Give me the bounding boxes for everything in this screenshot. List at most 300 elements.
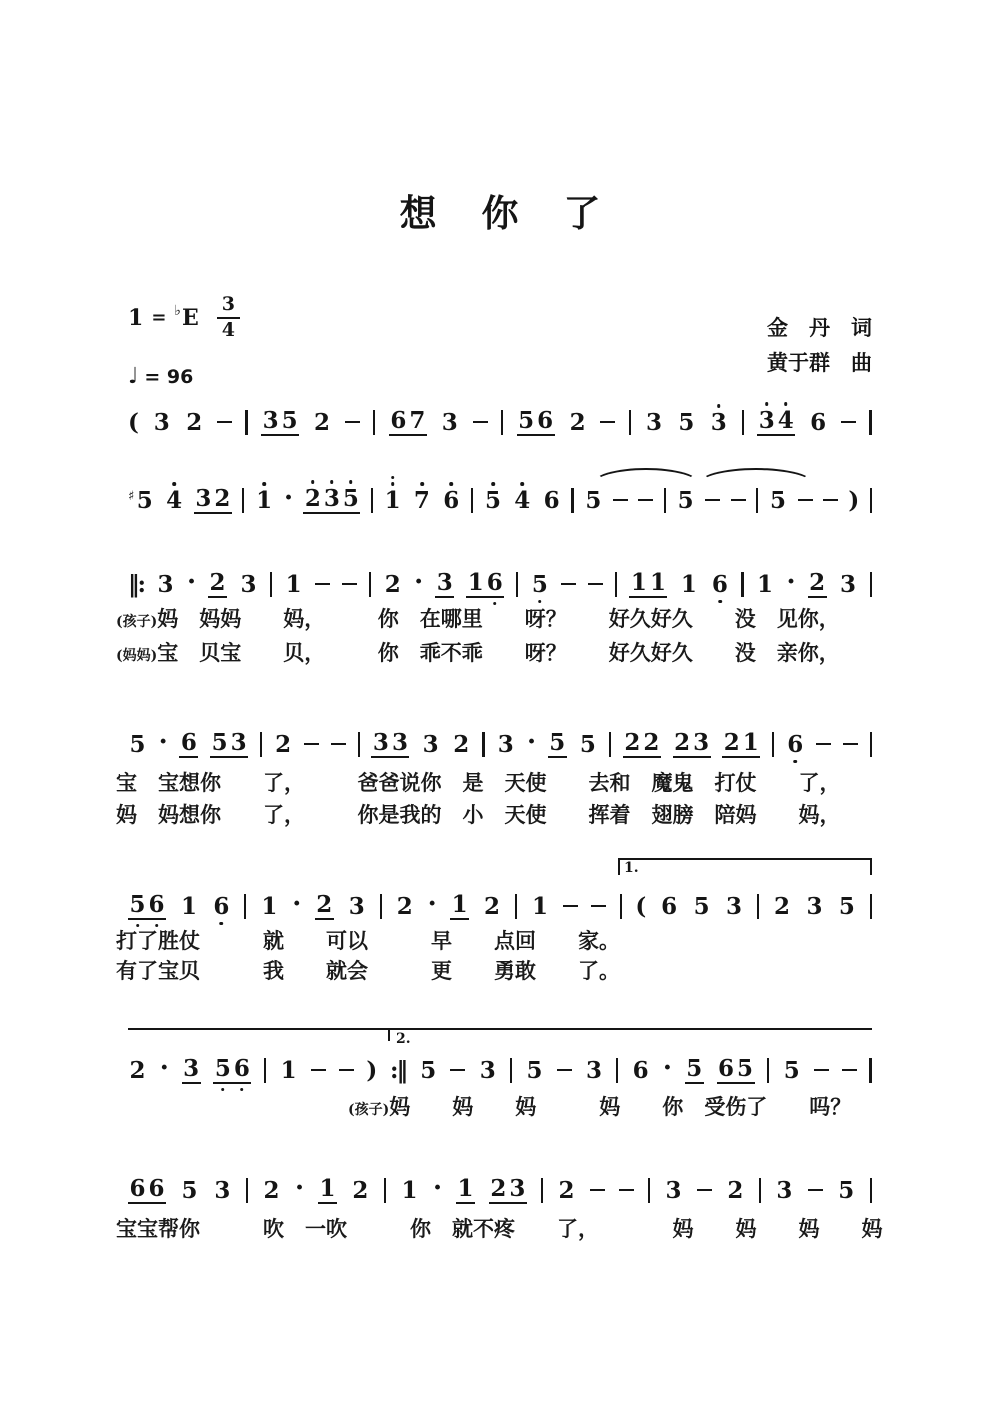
note-digit: 3 (726, 892, 743, 920)
note-digit: 3 (665, 1176, 682, 1204)
note-digit: 5 (677, 486, 694, 514)
note-digit: 3 (806, 892, 823, 920)
duration-dash (345, 421, 360, 424)
note-digit: 6 (129, 1174, 146, 1202)
note-digit: 2 (723, 728, 740, 756)
key-numeral: 1 (128, 304, 144, 331)
octave-dot-below (221, 1088, 225, 1092)
duration-dash (590, 1189, 605, 1192)
note-group (483, 486, 502, 514)
note-group (725, 892, 744, 920)
note-group (156, 570, 175, 598)
note-group (180, 1176, 199, 1204)
note-digit: 5 (737, 1054, 754, 1082)
note-group (584, 486, 603, 514)
barline (245, 410, 247, 435)
note-digit: 3 (441, 408, 458, 436)
duration-dash (841, 421, 856, 424)
barline (369, 572, 371, 597)
augmentation-dot: · (283, 483, 294, 513)
lyric-line (116, 802, 906, 827)
note-digit: 6 (537, 406, 554, 434)
augmentation-dot: · (427, 889, 437, 919)
note-digit: 3 (153, 408, 170, 436)
note-digit: 1 (255, 489, 274, 512)
note-group (483, 892, 502, 920)
note-digit: 1 (649, 568, 666, 596)
credits (767, 310, 872, 380)
augmentation-dot: · (432, 1173, 442, 1203)
octave-dot-below (240, 1088, 244, 1092)
barline (870, 732, 872, 757)
note-digit: 3 (214, 1176, 231, 1204)
note-digit: 6 (147, 893, 166, 916)
note-digit: 7 (409, 406, 426, 434)
note-group (660, 892, 679, 920)
note-group (531, 892, 550, 920)
note-group (421, 730, 440, 758)
octave-dot-below (538, 600, 542, 604)
note-group (179, 892, 198, 920)
barline (870, 1178, 872, 1203)
barline (571, 488, 573, 513)
octave-dot-above (311, 480, 315, 484)
volta-1-label: 1. (624, 860, 639, 876)
duration-dash (638, 499, 653, 502)
note-digit: 2 (624, 728, 641, 756)
barline (648, 1178, 650, 1203)
duration-dash (561, 583, 576, 586)
note-group (839, 570, 858, 598)
note-group (128, 730, 147, 758)
lyric-line (116, 958, 906, 983)
note-digit: 5 (769, 486, 786, 514)
note-digit: 2 (490, 1174, 507, 1202)
notation-line-2 (128, 484, 872, 516)
note-digit: 6 (442, 489, 461, 512)
note-digit: 3 (391, 728, 408, 756)
note-digit: 5 (693, 892, 710, 920)
barline (759, 1178, 761, 1203)
note-group (347, 892, 366, 920)
barline (767, 1058, 769, 1083)
duration-dash (339, 1069, 354, 1072)
note-group (452, 730, 471, 758)
barline (373, 410, 375, 435)
barline (516, 572, 518, 597)
octave-dot-below (136, 924, 140, 928)
note-digit: 5 (281, 406, 298, 434)
note-group (557, 1176, 576, 1204)
duration-dash (563, 905, 578, 908)
notation-line-4 (128, 728, 872, 760)
barline (741, 572, 743, 597)
note-digit: 2 (352, 1176, 369, 1204)
barline (471, 488, 473, 513)
note-digit: 3 (757, 409, 776, 432)
note-group (165, 486, 184, 514)
augmentation-dot: · (158, 727, 168, 757)
note-group (255, 486, 274, 514)
note-group (664, 1176, 683, 1204)
time-numerator: 3 (217, 294, 240, 319)
note-digit: 6 (710, 573, 729, 596)
note-digit: 3 (693, 728, 710, 756)
note-group (440, 408, 459, 436)
barline (629, 410, 631, 435)
note-group (210, 728, 248, 758)
note-group (808, 568, 827, 598)
note-group (128, 1056, 147, 1084)
note-digit: 2 (558, 1176, 575, 1204)
note-digit: 2 (263, 1176, 280, 1204)
duration-dash (808, 1189, 823, 1192)
lyric-line (116, 640, 906, 665)
parenthesis: ) (366, 1056, 378, 1084)
octave-dot-below (220, 922, 224, 926)
note-digit: 5 (579, 730, 596, 758)
octave-dot-above (172, 482, 176, 486)
note-group (525, 1056, 544, 1084)
note-digit: 2 (316, 890, 333, 918)
note-digit: 5 (128, 893, 147, 916)
note-group (315, 890, 334, 920)
note-group (152, 408, 171, 436)
octave-dot-above (420, 482, 424, 486)
note-group (383, 486, 402, 514)
octave-dot-below (793, 760, 797, 764)
octave-dot-below (718, 600, 722, 604)
note-digit: 3 (183, 1054, 200, 1082)
augmentation-dot: · (786, 567, 796, 597)
note-digit: 6 (232, 1057, 251, 1080)
note-group (312, 408, 331, 436)
note-digit: 4 (513, 489, 532, 512)
note-digit: 3 (230, 728, 247, 756)
note-digit: 1 (280, 1056, 297, 1084)
note-digit: 5 (181, 1176, 198, 1204)
note-group (466, 568, 504, 598)
note-group (371, 728, 409, 758)
tempo-marking (128, 364, 193, 389)
note-digit: 3 (497, 730, 514, 758)
barline (358, 732, 360, 757)
note-digit: 6 (661, 892, 678, 920)
notation-line-7 (128, 1174, 872, 1206)
note-digit: 1 (757, 570, 774, 598)
note-group (710, 570, 729, 598)
note-group (837, 892, 856, 920)
note-digit: 5 (341, 487, 360, 510)
note-digit: 2 (453, 730, 470, 758)
octave-dot-above (520, 482, 524, 486)
note-group (284, 570, 303, 598)
duration-dash (705, 499, 720, 502)
lyric-line (348, 1094, 1000, 1119)
note-group (578, 730, 597, 758)
note-digit: 6 (786, 733, 805, 756)
note-digit: 5 (213, 1057, 232, 1080)
barline (270, 572, 272, 597)
quarter-note-icon: ♩ (128, 364, 139, 389)
note-digit: 3 (262, 406, 279, 434)
duration-dash (315, 583, 330, 586)
barline (541, 1178, 543, 1203)
note-group (717, 1054, 755, 1084)
tie-arc-1 (592, 468, 700, 484)
note-group (274, 730, 293, 758)
octave-dot-above (449, 482, 453, 486)
note-group (644, 408, 663, 436)
barline (501, 410, 503, 435)
note-digit: 1 (180, 892, 197, 920)
note-digit: 2 (384, 570, 401, 598)
note-digit: 2 (275, 730, 292, 758)
composer-credit: 黄于群 曲 (767, 350, 872, 375)
note-group (775, 1176, 794, 1204)
note-group (128, 1174, 166, 1204)
lyric-text: 妈 妈想你 了， 你是我的 小 天使 挥着 翅膀 陪妈 妈， (116, 802, 841, 827)
note-digit: 1 (261, 892, 278, 920)
note-group (239, 570, 258, 598)
notation-line-3 (128, 568, 872, 600)
barline (609, 732, 611, 757)
barline (772, 732, 774, 757)
repeat-end-sign: :‖ (389, 1056, 406, 1084)
barline (246, 1178, 248, 1203)
duration-dash (217, 421, 232, 424)
note-group (679, 570, 698, 598)
parenthesis: ( (128, 408, 139, 436)
barline (664, 488, 666, 513)
note-digit: 5 (585, 486, 602, 514)
note-digit: 1 (532, 892, 549, 920)
octave-dot-above (717, 404, 721, 408)
octave-dot-above (784, 402, 788, 406)
notation-line-5 (128, 890, 872, 922)
flat-icon: ♭ (174, 302, 182, 319)
time-signature (217, 294, 240, 342)
note-digit: 5 (211, 728, 228, 756)
note-group (260, 892, 279, 920)
note-group (676, 486, 695, 514)
lyricist-credit: 金 丹 词 (767, 315, 872, 340)
duration-dash (731, 499, 746, 502)
note-digit: 2 (214, 484, 231, 512)
repeat-start-sign: ‖: (128, 570, 144, 598)
note-group (261, 406, 299, 436)
note-digit: 5 (483, 489, 502, 512)
note-group (208, 568, 227, 598)
lyric-text: 宝 宝想你 了， 爸爸说你 是 天使 去和 魔鬼 打仗 了， (116, 770, 841, 795)
tempo-value: = 96 (144, 366, 194, 388)
note-group (496, 730, 515, 758)
note-digit: 2 (643, 728, 660, 756)
note-digit: 2 (484, 892, 501, 920)
note-group (128, 890, 166, 920)
lyric-role-label: (孩子) (116, 614, 158, 630)
note-digit: 2 (129, 1056, 146, 1084)
note-digit: 2 (809, 568, 826, 596)
note-digit: 5 (526, 1056, 543, 1084)
note-group (435, 568, 454, 598)
note-group (837, 1176, 856, 1204)
note-digit: 2 (569, 408, 586, 436)
lyric-text: 打了胜仗 就 可以 早 点回 家。 (116, 928, 620, 953)
note-group (709, 408, 728, 436)
barline (616, 1058, 618, 1083)
note-digit: 4 (776, 409, 795, 432)
duration-dash (588, 583, 603, 586)
note-digit: 3 (479, 1056, 496, 1084)
note-digit: 6 (148, 1174, 165, 1202)
note-digit: 1 (680, 570, 697, 598)
barline (260, 732, 262, 757)
barline (870, 488, 872, 513)
augmentation-dot: · (186, 567, 197, 597)
note-digit: 3 (436, 568, 453, 596)
note-group (395, 892, 414, 920)
barline (515, 894, 517, 919)
note-group (756, 570, 775, 598)
note-digit: 5 (686, 1054, 703, 1082)
duration-dash (816, 743, 831, 746)
barline (742, 410, 744, 435)
note-digit: 3 (776, 1176, 793, 1204)
duration-dash (814, 1069, 829, 1072)
note-group (685, 1054, 704, 1084)
note-group (128, 486, 154, 514)
octave-dot-above (262, 482, 266, 486)
duration-dash (311, 1069, 326, 1072)
equals-sign: = (151, 307, 167, 329)
note-digit: 3 (322, 487, 341, 510)
note-digit: 3 (709, 411, 728, 434)
note-group (773, 892, 792, 920)
lyric-line (116, 1216, 906, 1241)
note-group (805, 892, 824, 920)
note-digit: 3 (422, 730, 439, 758)
note-group (722, 728, 760, 758)
duration-dash (342, 583, 357, 586)
note-group (456, 1174, 475, 1204)
note-group (412, 486, 431, 514)
lyric-text: 宝宝帮你 吹 一吹 你 就不疼 了， 妈 妈 妈 妈 (116, 1216, 883, 1241)
note-digit: 1 (285, 570, 302, 598)
note-group (782, 1056, 801, 1084)
note-digit: 5 (420, 1056, 437, 1084)
lyric-line (116, 928, 906, 953)
note-digit: 2 (303, 487, 322, 510)
barline (615, 572, 617, 597)
note-digit: 1 (383, 489, 402, 512)
note-digit: 1 (467, 568, 484, 596)
note-digit: 5 (136, 486, 153, 514)
note-digit: 1 (401, 1176, 418, 1204)
note-digit: 6 (212, 895, 231, 918)
barline (380, 894, 382, 919)
note-group (631, 1056, 650, 1084)
note-group (530, 570, 549, 598)
parenthesis: ( (635, 892, 647, 920)
volta-bracket-line (128, 1028, 872, 1030)
volta-2-label: 2. (396, 1031, 411, 1047)
barline (870, 894, 872, 919)
note-group (623, 728, 661, 758)
note-digit: 2 (674, 728, 691, 756)
note-group (318, 1174, 337, 1204)
note-digit: 3 (372, 728, 389, 756)
note-digit: 5 (518, 406, 535, 434)
note-group (194, 484, 232, 514)
octave-dot-below (493, 602, 497, 606)
note-digit: 6 (543, 486, 560, 514)
note-group (442, 486, 461, 514)
note-group (213, 1176, 232, 1204)
note-group (757, 406, 795, 436)
note-digit: 3 (348, 892, 365, 920)
note-digit: 1 (457, 1174, 474, 1202)
barline (870, 572, 872, 597)
note-group (179, 728, 198, 758)
note-digit: 6 (390, 406, 407, 434)
note-digit: 4 (165, 489, 184, 512)
note-digit: 6 (718, 1054, 735, 1082)
note-group (182, 1054, 201, 1084)
note-group (548, 728, 567, 758)
note-digit: 3 (157, 570, 174, 598)
barline (869, 410, 871, 435)
barline (510, 1058, 512, 1083)
note-group (478, 1056, 497, 1084)
duration-dash (304, 743, 319, 746)
tie-arc-2 (698, 468, 814, 484)
note-digit: 2 (774, 892, 791, 920)
duration-dash (798, 499, 813, 502)
barline (384, 1178, 386, 1203)
note-digit: 3 (645, 408, 662, 436)
augmentation-dot: · (159, 1053, 169, 1083)
augmentation-dot: · (294, 1173, 305, 1203)
octave-dot-above (330, 480, 334, 484)
duration-dash (600, 421, 615, 424)
lyric-role-label: (妈妈) (116, 648, 158, 664)
note-group (262, 1176, 281, 1204)
lyric-text: 宝 贝宝 贝， 你 乖不乖 呀？ 好久好久 没 亲你， (157, 640, 840, 665)
note-digit: 1 (319, 1174, 336, 1202)
note-group (303, 484, 360, 514)
note-group (185, 408, 204, 436)
note-group (383, 570, 402, 598)
octave-dot-above (349, 480, 353, 484)
note-group (673, 728, 711, 758)
barline (757, 894, 759, 919)
barline (482, 732, 484, 757)
notation-line-6 (128, 1054, 872, 1086)
note-digit: 1 (742, 728, 759, 756)
note-group (692, 892, 711, 920)
parenthesis: ) (848, 486, 860, 514)
note-group (212, 892, 231, 920)
augmentation-dot: · (662, 1053, 672, 1083)
song-title: 想 你 了 (399, 191, 617, 235)
key-signature (128, 294, 240, 342)
note-digit: 5 (549, 728, 566, 756)
note-group (786, 730, 805, 758)
lyric-line (116, 770, 906, 795)
note-digit: 5 (129, 730, 146, 758)
note-digit: 1 (451, 890, 468, 918)
